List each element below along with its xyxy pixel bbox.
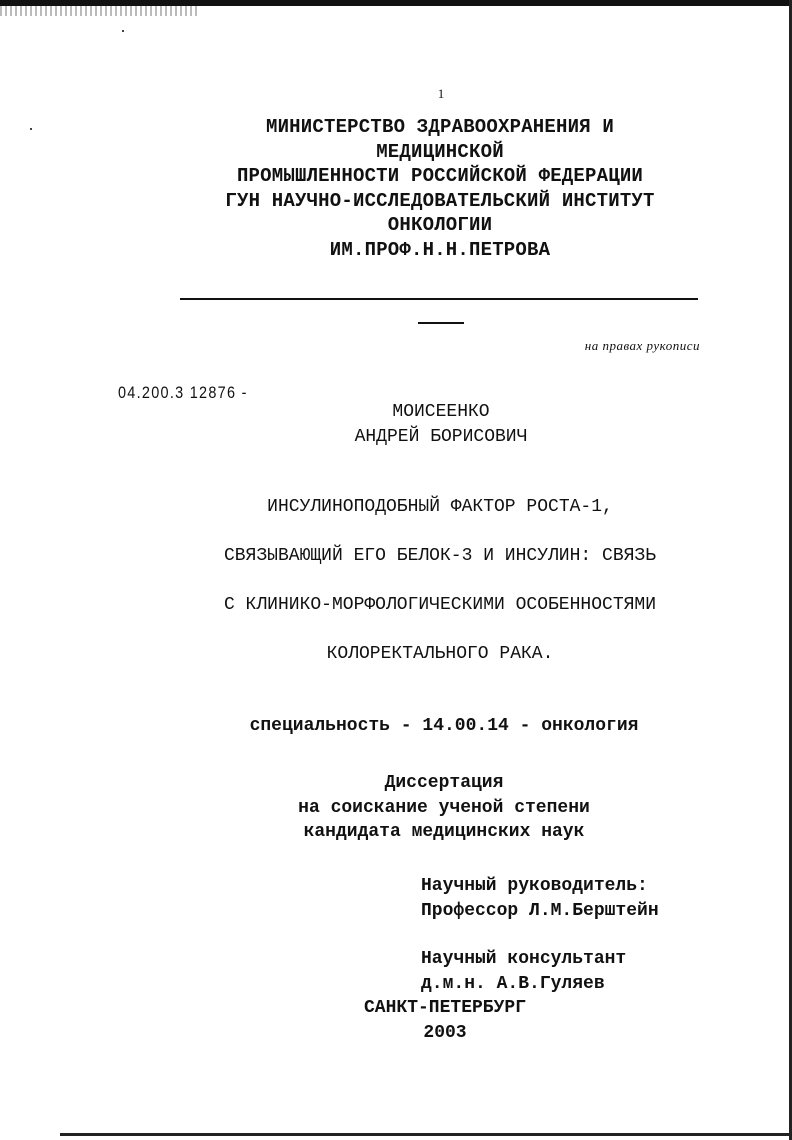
author-block [200, 400, 682, 450]
institution-header [150, 115, 730, 262]
city: САНКТ-ПЕТЕРБУРГ [363, 998, 527, 1018]
institution-line: ГУН НАУЧНО-ИССЛЕДОВАТЕЛЬСКИЙ ИНСТИТУТ [225, 189, 655, 212]
consultant-block [421, 947, 626, 997]
title-line: ИНСУЛИНОПОДОБНЫЙ ФАКТОР РОСТА-1, [267, 497, 613, 517]
year: 2003 [423, 1023, 467, 1043]
institution-line: МИНИСТЕРСТВО ЗДРАВООХРАНЕНИЯ И [265, 116, 615, 138]
scan-speck [122, 30, 124, 32]
scan-edge-bottom [60, 1133, 792, 1136]
title-line: СВЯЗЫВАЮЩИЙ ЕГО БЕЛОК-3 И ИНСУЛИН: СВЯЗЬ [223, 546, 657, 566]
thesis-type [150, 771, 738, 845]
scan-speck [30, 128, 32, 130]
catalog-number: 04.200.3 12876 - [118, 383, 248, 402]
specialty: специальность - 14.00.14 - онкология [249, 716, 639, 736]
supervisor-label: Научный руководитель: [421, 876, 648, 896]
supervisor-name: Профессор Л.М.Берштейн [421, 901, 659, 921]
institution-line: ПРОМЫШЛЕННОСТИ РОССИЙСКОЙ ФЕДЕРАЦИИ [236, 165, 644, 187]
manuscript-note: на правах рукописи [584, 338, 700, 353]
consultant-label: Научный консультант [421, 949, 627, 969]
title-line: КОЛОРЕКТАЛЬНОГО РАКА. [326, 644, 554, 664]
city-year-block [340, 996, 550, 1046]
author-surname: МОИСЕЕНКО [392, 402, 490, 422]
thesis-line: на соискание ученой степени [298, 797, 590, 818]
thesis-line: Диссертация [384, 773, 504, 793]
author-given-names: АНДРЕЙ БОРИСОВИЧ [354, 427, 528, 447]
title-line: С КЛИНИКО-МОРФОЛОГИЧЕСКИМИ ОСОБЕННОСТЯМИ [223, 595, 657, 615]
institution-line: ОНКОЛОГИИ [387, 214, 493, 236]
short-divider [418, 322, 464, 324]
institution-line: ИМ.ПРОФ.Н.Н.ПЕТРОВА [329, 238, 551, 261]
institution-line: МЕДИЦИНСКОЙ [376, 140, 504, 163]
supervisor-block [421, 874, 659, 924]
header-divider [180, 298, 698, 300]
page-number: 1 [437, 86, 445, 101]
consultant-name: д.м.н. А.В.Гуляев [421, 974, 605, 994]
scan-noise [0, 6, 200, 16]
thesis-line: кандидата медицинских наук [303, 822, 585, 842]
